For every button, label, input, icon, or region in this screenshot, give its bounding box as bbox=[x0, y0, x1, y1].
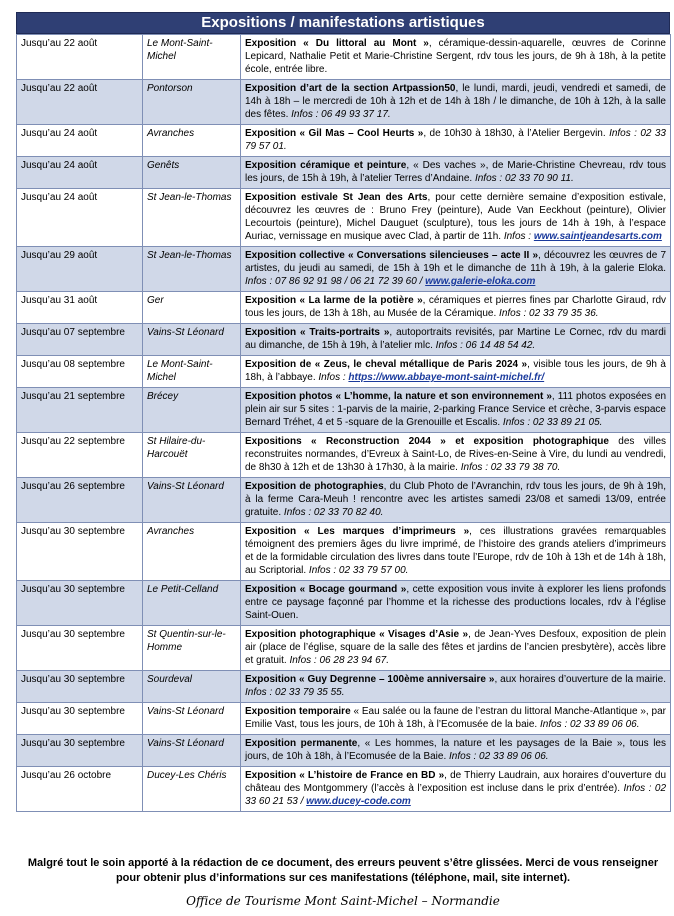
event-description bbox=[241, 523, 671, 581]
office-signature: Office de Tourisme Mont Saint-Michel – Normandie bbox=[186, 894, 500, 908]
description-text: , de Thierry Laudrain, aux horaires d’ouverture du château des Montgommery (l’accès à l’exposition est incluse dans le prix d’entrée). bbox=[245, 770, 667, 794]
event-date: Jusqu’au 24 août bbox=[17, 125, 143, 157]
description-text: Infos : 02 33 89 06 06. bbox=[449, 751, 549, 762]
description-text: , ces illustrations gravées remarquables témoignent des premiers âges du livre imprimé, de l’histoire des grands ateliers d’imprimeurs et de la formidable circulation des livres dans toute l’Europe, rdv de 10h à 13h et de 14h à 18h, au Scriptorial. bbox=[245, 526, 666, 576]
event-date: Jusqu’au 30 septembre bbox=[17, 671, 143, 703]
event-title: Exposition « Bocage gourmand » bbox=[245, 584, 407, 595]
event-title: Exposition « La larme de la potière » bbox=[245, 295, 423, 306]
event-date: Jusqu’au 22 août bbox=[17, 80, 143, 125]
table-row bbox=[17, 247, 671, 292]
table-row bbox=[17, 433, 671, 478]
description-text: Infos : 06 49 93 37 17. bbox=[291, 109, 391, 120]
description-text: Infos : 02 33 79 57 01. bbox=[245, 128, 666, 152]
event-title: Exposition temporaire bbox=[245, 706, 351, 717]
event-place: Brécey bbox=[143, 388, 241, 433]
event-description bbox=[241, 703, 671, 735]
event-description bbox=[241, 189, 671, 247]
description-text: des villes reconstruites normandes, d’Evreux à Saint-Lo, de Rives-en-Seine à Vire, du lundi au vendredi, de 8h30 à 12h et de 13h30 à 17h30, à la mairie. bbox=[245, 436, 667, 473]
description-text: , pour cette dernière semaine d’exposition estivale, découvrez les œuvres de : Bruno Frey (peinture), Aude Van Eeckhout (peinture), Olivier Lecourtois (peinture), Michel Dauguet (sculpture), tous les jours de 14h à 19h, à l’espace Auriac, vernissage en musique avec Clad, à partir de 11h. bbox=[245, 192, 666, 242]
table-row bbox=[17, 35, 671, 80]
event-description bbox=[241, 247, 671, 292]
table-row bbox=[17, 626, 671, 671]
table-row bbox=[17, 189, 671, 247]
event-date: Jusqu’au 22 août bbox=[17, 35, 143, 80]
event-description bbox=[241, 626, 671, 671]
event-title: Exposition « Guy Degrenne – 100ème anniversaire » bbox=[245, 674, 495, 685]
description-text: « Eau salée ou la faune de l’estran du littoral Manche-Atlantique », par Emilie Vast, tous les jours, de 10h à 18h, à l’Ecomusée de la baie. bbox=[245, 706, 666, 730]
event-place: Avranches bbox=[143, 125, 241, 157]
description-text: , céramique-dessin-aquarelle, œuvres de Corinne Lepicard, Nathalie Petit et Marie-Christine Sergent, rdv tous les jours, de 9h à 18h, à la petite école, entrée libre. bbox=[245, 38, 666, 75]
event-description bbox=[241, 671, 671, 703]
event-place: St Quentin-sur-le-Homme bbox=[143, 626, 241, 671]
event-title: Exposition « Gil Mas – Cool Heurts » bbox=[245, 128, 424, 139]
event-title: Exposition photographique « Visages d’Asie » bbox=[245, 629, 469, 640]
description-text: , découvrez les œuvres de 7 artistes, du jeudi au samedi, de 15h à 19h et le dimanche de 11h à 19h, à la galerie Eloka. bbox=[245, 250, 667, 274]
event-place: Vains-St Léonard bbox=[143, 703, 241, 735]
event-description bbox=[241, 478, 671, 523]
event-title: Exposition permanente bbox=[245, 738, 358, 749]
event-description bbox=[241, 581, 671, 626]
description-text: , « Les hommes, la nature et les paysages de la Baie », tous les jours, de 10h à 18h, à l’Ecomusée de la Baie. bbox=[245, 738, 666, 762]
table-row bbox=[17, 292, 671, 324]
event-date: Jusqu’au 30 septembre bbox=[17, 735, 143, 767]
table-row bbox=[17, 80, 671, 125]
event-place: Le Mont-Saint-Michel bbox=[143, 35, 241, 80]
description-text: , le lundi, mardi, jeudi, vendredi et samedi, de 14h à 18h – le mercredi de 10h à 12h et de 14h à 18h / le dimanche, de 10h à 12h, à la salle des fêtes. bbox=[245, 83, 666, 120]
description-text: Infos : 02 33 89 21 05. bbox=[502, 417, 603, 428]
event-place: Le Mont-Saint-Michel bbox=[143, 356, 241, 388]
event-date: Jusqu’au 30 septembre bbox=[17, 626, 143, 671]
description-text: Infos : bbox=[318, 372, 349, 383]
description-text: , autoportraits revisités, par Martine Le Cornec, rdv du mardi au dimanche, de 15h à 19h, à l’atelier mlc. bbox=[245, 327, 666, 351]
event-date: Jusqu’au 08 septembre bbox=[17, 356, 143, 388]
event-title: Exposition de photographies bbox=[245, 481, 384, 492]
table-row bbox=[17, 735, 671, 767]
description-text: , cette exposition vous invite à explorer les liens profonds entre ce paysage façonné par l’homme et la richesse des productions locales, rdv à l’église Saint-Ouen. bbox=[245, 584, 667, 621]
description-text: Infos : 02 33 79 57 00. bbox=[308, 565, 409, 576]
event-place: Genêts bbox=[143, 157, 241, 189]
events-document bbox=[16, 12, 670, 812]
website-link[interactable]: https://www.abbaye-mont-saint-michel.fr/ bbox=[348, 372, 545, 383]
page-title: Expositions / manifestations artistiques bbox=[16, 12, 670, 34]
event-date: Jusqu’au 26 octobre bbox=[17, 767, 143, 812]
event-description bbox=[241, 767, 671, 812]
event-title: Exposition « Du littoral au Mont » bbox=[245, 38, 429, 49]
event-place: Pontorson bbox=[143, 80, 241, 125]
description-text: Infos : 02 33 70 90 11. bbox=[474, 173, 574, 184]
event-date: Jusqu’au 24 août bbox=[17, 157, 143, 189]
event-place: St Jean-le-Thomas bbox=[143, 189, 241, 247]
event-title: Exposition photos « L’homme, la nature et son environnement » bbox=[245, 391, 552, 402]
description-text: , de Jean-Yves Desfoux, exposition de plein air (place de l’église, square de la salle des fêtes et jardins de l’ancien presbytère), accès libre et gratuit. bbox=[245, 629, 667, 666]
website-link[interactable]: www.ducey-code.com bbox=[306, 796, 411, 807]
event-date: Jusqu’au 22 septembre bbox=[17, 433, 143, 478]
event-place: Le Petit-Celland bbox=[143, 581, 241, 626]
disclaimer-notice: Malgré tout le soin apporté à la rédaction de ce document, des erreurs peuvent s’être glissées. Merci de vous renseigner pour obtenir plus d’informations sur ces manifestations (téléphone, mail, site internet). bbox=[27, 857, 659, 884]
event-description bbox=[241, 80, 671, 125]
event-place: Vains-St Léonard bbox=[143, 478, 241, 523]
description-text: Infos : 02 33 89 06 06. bbox=[539, 719, 640, 730]
event-title: Exposition « Les marques d’imprimeurs » bbox=[245, 526, 470, 537]
website-link[interactable]: www.galerie-eloka.com bbox=[425, 276, 536, 287]
event-place: Ducey-Les Chéris bbox=[143, 767, 241, 812]
event-date: Jusqu’au 31 août bbox=[17, 292, 143, 324]
description-text: Infos : 02 33 79 38 70. bbox=[460, 462, 561, 473]
description-text: Infos : 06 14 48 54 42. bbox=[435, 340, 536, 351]
event-place: Vains-St Léonard bbox=[143, 735, 241, 767]
events-table bbox=[16, 34, 671, 812]
table-row bbox=[17, 125, 671, 157]
description-text: Infos : bbox=[503, 231, 534, 242]
event-place: Sourdeval bbox=[143, 671, 241, 703]
description-text: , 111 photos exposées en plein air sur 5 sites : 1-parvis de la mairie, 2-parking France Service et crèche, 3-parvis espace Bernard Tréhet, 4 et 5 -square de la Grenouille et Escalis. bbox=[245, 391, 666, 428]
table-row bbox=[17, 157, 671, 189]
table-row bbox=[17, 671, 671, 703]
event-place: Avranches bbox=[143, 523, 241, 581]
description-text: , de 10h30 à 18h30, à l’Atelier Bergevin. bbox=[423, 128, 610, 139]
description-text: Infos : 07 86 92 91 98 / 06 21 72 39 60 / bbox=[245, 276, 426, 287]
event-description bbox=[241, 433, 671, 478]
website-link[interactable]: www.saintjeandesarts.com bbox=[533, 231, 662, 242]
event-date: Jusqu’au 29 août bbox=[17, 247, 143, 292]
description-text: , aux horaires d’ouverture de la mairie. bbox=[494, 674, 666, 685]
description-text: Infos : 02 33 70 82 40. bbox=[283, 507, 384, 518]
table-row bbox=[17, 478, 671, 523]
event-title: Exposition « L’histoire de France en BD » bbox=[245, 770, 445, 781]
event-description bbox=[241, 125, 671, 157]
table-row bbox=[17, 581, 671, 626]
event-date: Jusqu’au 21 septembre bbox=[17, 388, 143, 433]
event-title: Exposition collective « Conversations silencieuses – acte II » bbox=[245, 250, 539, 261]
event-date: Jusqu’au 30 septembre bbox=[17, 703, 143, 735]
event-description bbox=[241, 35, 671, 80]
event-date: Jusqu’au 07 septembre bbox=[17, 324, 143, 356]
event-description bbox=[241, 157, 671, 189]
event-title: Exposition céramique et peinture bbox=[245, 160, 407, 171]
table-row bbox=[17, 324, 671, 356]
event-title: Exposition d’art de la section Artpassion50 bbox=[245, 83, 456, 94]
event-date: Jusqu’au 30 septembre bbox=[17, 523, 143, 581]
event-place: St Hilaire-du-Harcouët bbox=[143, 433, 241, 478]
description-text: , visible tous les jours, de 9h à 18h, à l’abbaye. bbox=[245, 359, 666, 383]
table-row bbox=[17, 703, 671, 735]
event-date: Jusqu’au 26 septembre bbox=[17, 478, 143, 523]
event-title: Exposition de « Zeus, le cheval métallique de Paris 2024 » bbox=[245, 359, 528, 370]
event-date: Jusqu’au 24 août bbox=[17, 189, 143, 247]
description-text: Infos : 02 33 60 21 53 / bbox=[245, 783, 667, 807]
event-description bbox=[241, 292, 671, 324]
event-description bbox=[241, 735, 671, 767]
description-text: Infos : 02 33 79 35 55. bbox=[245, 687, 345, 698]
table-row bbox=[17, 356, 671, 388]
event-description bbox=[241, 356, 671, 388]
table-row bbox=[17, 767, 671, 812]
event-place: Vains-St Léonard bbox=[143, 324, 241, 356]
description-text: , « Des vaches », de Marie-Christine Chevreau, rdv tous les jours, de 15h à 19h, à l’atelier Terres d’Andaine. bbox=[245, 160, 666, 184]
event-date: Jusqu’au 30 septembre bbox=[17, 581, 143, 626]
event-title: Exposition « Traits-portraits » bbox=[245, 327, 390, 338]
table-row bbox=[17, 523, 671, 581]
events-table-body bbox=[17, 35, 671, 812]
event-place: Ger bbox=[143, 292, 241, 324]
event-place: St Jean-le-Thomas bbox=[143, 247, 241, 292]
event-title: Exposition estivale St Jean des Arts bbox=[245, 192, 428, 203]
description-text: Infos : 06 28 23 94 67. bbox=[289, 655, 389, 666]
event-description bbox=[241, 324, 671, 356]
event-description bbox=[241, 388, 671, 433]
description-text: , céramiques et pierres fines par Charlotte Giraud, rdv tous les jours, de 13h à 18h, au Musée de la Céramique. bbox=[245, 295, 667, 319]
description-text: Infos : 02 33 79 35 36. bbox=[499, 308, 599, 319]
description-text: , du Club Photo de l’Avranchin, rdv tous les jours, de 9h à 19h, à la ferme Cara-Meuh ! rencontre avec les artistes samedi 23/08 et samedi 13/09, entrée gratuite. bbox=[245, 481, 666, 518]
event-title: Expositions « Reconstruction 2044 » et exposition photographique bbox=[245, 436, 609, 447]
table-row bbox=[17, 388, 671, 433]
